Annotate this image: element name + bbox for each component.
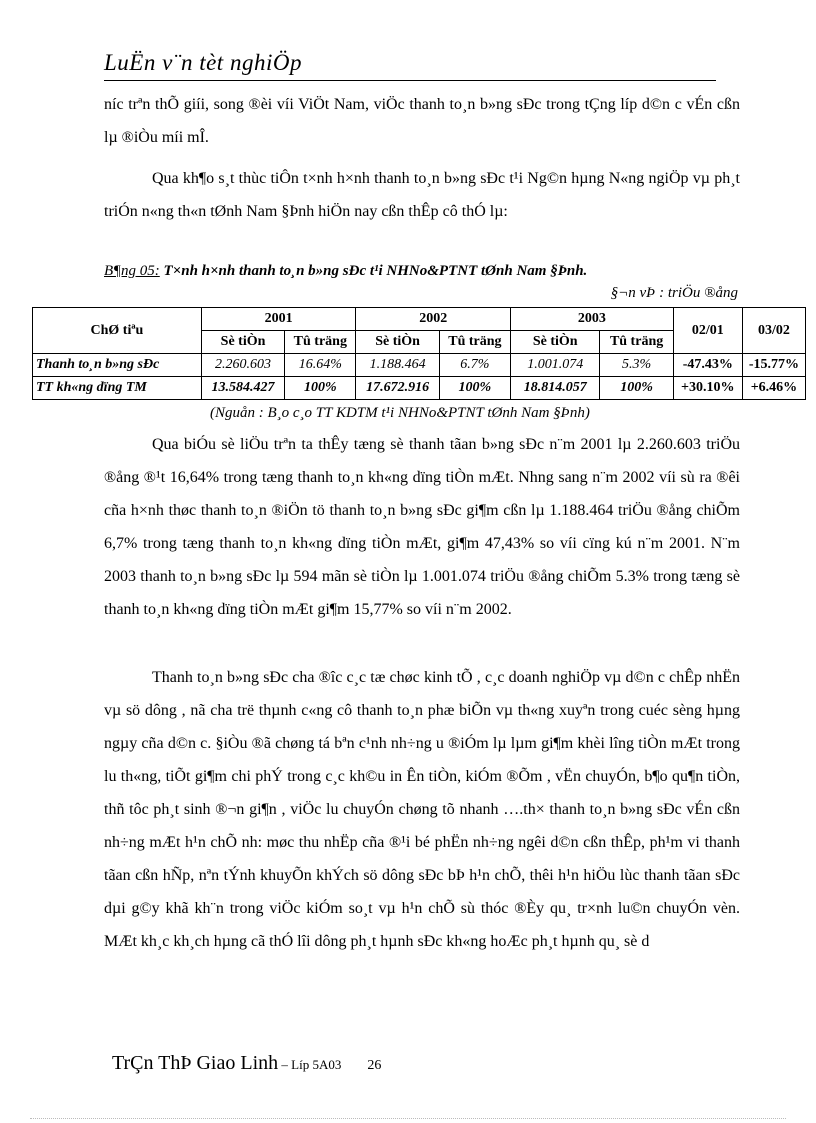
header-change-0302: 03/02 bbox=[742, 308, 805, 354]
page-header bbox=[104, 50, 716, 81]
table-row bbox=[33, 377, 806, 400]
table-row bbox=[33, 354, 806, 377]
cell-amount-2001: 2.260.603 bbox=[201, 354, 284, 377]
cell-share-2001: 100% bbox=[285, 377, 356, 400]
paragraph-survey: Qua kh¶o s¸t thùc tiÔn t×nh h×nh thanh to¸n b»ng sÐc t¹i Ng©n hµng N«ng ngiÖp vµ ph¸t triÓn n«ng th«n tØnh Nam §Þnh hiÖn nay cßn thÊp cô thÓ lµ: bbox=[104, 170, 740, 220]
cell-amount-2002: 1.188.464 bbox=[356, 354, 439, 377]
table-header-row bbox=[33, 308, 806, 331]
subheader-amount-2001: Sè tiÒn bbox=[201, 331, 284, 354]
page-number: 26 bbox=[367, 1058, 382, 1073]
cell-share-2003: 100% bbox=[600, 377, 673, 400]
cell-share-2002: 100% bbox=[439, 377, 510, 400]
cell-share-2001: 16.64% bbox=[285, 354, 356, 377]
cell-amount-2003: 1.001.074 bbox=[510, 354, 600, 377]
footer-author: TrÇn ThÞ Giao Linh bbox=[112, 1052, 279, 1074]
row-label: Thanh to¸n b»ng sÐc bbox=[33, 354, 202, 377]
subheader-share-2003: Tû träng bbox=[600, 331, 673, 354]
table-source-note: (Nguån : B¸o c¸o TT KDTM t¹i NHNo&PTNT tØnh Nam §Þnh) bbox=[210, 405, 590, 421]
table-caption-title: T×nh h×nh thanh to¸n b»ng sÐc t¹i NHNo&PTNT tØnh Nam §Þnh. bbox=[159, 263, 588, 279]
subheader-share-2001: Tû träng bbox=[285, 331, 356, 354]
cell-change-0201: +30.10% bbox=[673, 377, 742, 400]
paragraph-limitations: Thanh to¸n b»ng sÐc cha ®îc c¸c tæ chøc kinh tÕ , c¸c doanh nghiÖp vµ d©n c chÊp nhËn vµ sö dông , nã cha trë thµnh c«ng cô thanh to¸n phæ biÕn vµ th«ng xuyªn trong cuéc sèng hµng ngµy cña d©n c. §iÒu ®ã chøng tá bªn c¹nh nh÷ng u ®iÓm lµ lµm gi¶m khèi lîng tiÒn mÆt trong lu th«ng, tiÕt gi¶m chi phÝ trong c¸c kh©u in Ên tiÒn, kiÓm ®Õm , vËn chuyÓn, b¶o qu¶n tiÒn, thñ tôc ph¸t sinh ®¬n gi¶n , viÖc lu chuyÓn chøng tõ nhanh ….th× thanh to¸n b»ng sÐc vÉn cßn nh÷ng mÆt h¹n chÕ nh: møc thu nhËp cña ®¹i bé phËn nh÷ng ngêi d©n cßn thÊp, ph¹m vi thanh tãan cßn hÑp, nªn tÝnh khuyÕn khÝch sö dông sÐc bÞ h¹n chÕ, thêi h¹n hiÖu lùc thanh tãan sÐc dµi g©y khã kh¨n trong viÖc kiÓm so¸t vµ h¹n chÕ sù thóc ®Èy qu¸ tr×nh lu©n chuyÓn vèn. MÆt kh¸c kh¸ch hµng cã thÓ lîi dông ph¸t hµnh sÐc kh«ng hoÆc ph¸t hµnh qu¸ sè d bbox=[104, 669, 740, 950]
cell-amount-2001: 13.584.427 bbox=[201, 377, 284, 400]
row-label: TT kh«ng dïng TM bbox=[33, 377, 202, 400]
paragraph-intro: níc trªn thÕ giíi, song ®èi víi ViÖt Nam, viÖc thanh to¸n b»ng sÐc trong tÇng líp d©n c vÉn cßn lµ ®iÒu míi mÎ. bbox=[104, 96, 740, 146]
header-year-2001: 2001 bbox=[201, 308, 356, 331]
footer-class: – Líp 5A03 bbox=[278, 1057, 342, 1072]
cell-change-0302: -15.77% bbox=[742, 354, 805, 377]
subheader-share-2002: Tû träng bbox=[439, 331, 510, 354]
cell-amount-2002: 17.672.916 bbox=[356, 377, 439, 400]
header-change-0201: 02/01 bbox=[673, 308, 742, 354]
header-indicator: ChØ tiªu bbox=[33, 308, 202, 354]
cell-change-0302: +6.46% bbox=[742, 377, 805, 400]
header-year-2003: 2003 bbox=[510, 308, 673, 331]
page-footer bbox=[112, 1052, 381, 1075]
cell-share-2002: 6.7% bbox=[439, 354, 510, 377]
cell-share-2003: 5.3% bbox=[600, 354, 673, 377]
table-caption-number: B¶ng 05: bbox=[104, 263, 160, 279]
table-caption bbox=[104, 263, 744, 280]
header-title: LuËn v¨n tèt nghiÖp bbox=[104, 50, 302, 75]
subheader-amount-2003: Sè tiÒn bbox=[510, 331, 600, 354]
cell-change-0201: -47.43% bbox=[673, 354, 742, 377]
paragraph-analysis: Qua biÓu sè liÖu trªn ta thÊy tæng sè thanh tãan b»ng sÐc n¨m 2001 lµ 2.260.603 triÖu ®ång ®¹t 16,64% trong tæng thanh to¸n kh«ng dïng tiÒn mÆt. Nhng sang n¨m 2002 víi sù ra ®êi cña h×nh thøc thanh to¸n ®iÖn tö thanh to¸n b»ng sÐc gi¶m cßn lµ 1.188.464 triÖu ®ång chiÕm 6,7% trong tæng thanh to¸n kh«ng dïng tiÒn mÆt, gi¶m 47,43% so víi cïng kú n¨m 2001. N¨m 2003 thanh to¸n b»ng sÐc lµ 594 mãn sè tiÒn lµ 1.001.074 triÖu ®ång chiÕm 5.3% trong tæng sè thanh to¸n kh«ng dïng tiÒn mÆt gi¶m 15,77% so víi n¨m 2002. bbox=[104, 436, 740, 618]
table-unit: §¬n vÞ : triÖu ®ång bbox=[610, 285, 738, 301]
page-bottom-divider bbox=[30, 1118, 786, 1119]
subheader-amount-2002: Sè tiÒn bbox=[356, 331, 439, 354]
header-year-2002: 2002 bbox=[356, 308, 511, 331]
cell-amount-2003: 18.814.057 bbox=[510, 377, 600, 400]
check-payment-table bbox=[32, 307, 806, 400]
